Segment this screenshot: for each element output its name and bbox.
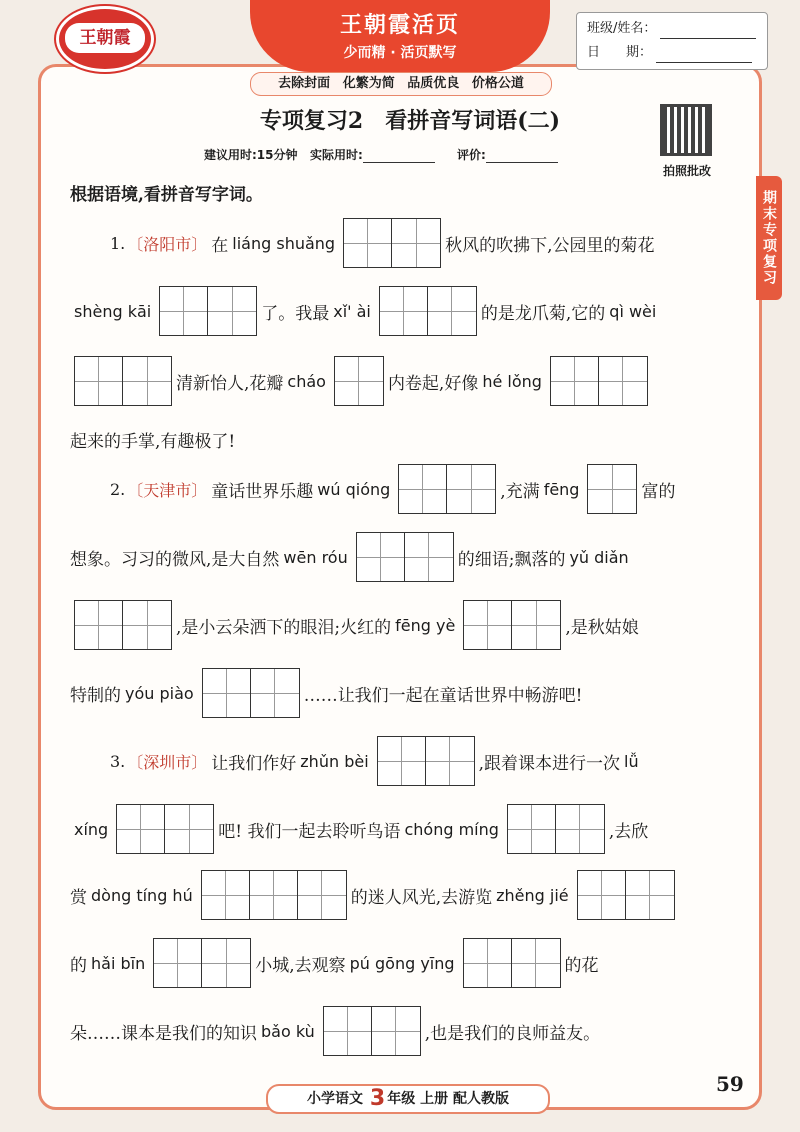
evaluation-label: 评价: [457,148,486,162]
pinyin: yóu piào [125,683,194,703]
text: 的细语;飘落的 [457,549,566,570]
text: ,跟着课本进行一次 [478,753,621,774]
answer-boxes[interactable] [507,804,605,854]
answer-boxes[interactable] [74,356,172,406]
answer-boxes[interactable] [323,1006,421,1056]
question-source: 〔洛阳市〕 [127,234,208,254]
question-number: 2. [110,479,126,499]
text: ,去欣 [608,821,649,842]
text: ……让我们一起在童话世界中畅游吧! [303,685,583,706]
date-field[interactable] [656,48,752,63]
brand-slogan: 少而精 · 活页默写 [343,45,457,61]
answer-boxes[interactable] [377,736,475,786]
feature-item: 化繁为简 [342,76,395,91]
q3-line-4 [70,938,599,988]
text: 富的 [641,481,676,502]
answer-boxes[interactable] [587,464,637,514]
pinyin: cháo [287,371,326,391]
text: 清新怡人,花瓣 [176,373,284,394]
text: 起来的手掌,有趣极了! [70,431,236,452]
text: 在 [211,235,229,256]
pinyin: wēn róu [283,547,348,567]
page-number: 59 [716,1072,744,1096]
question-source: 〔深圳市〕 [127,752,208,772]
q3-line-2 [70,804,648,854]
footer-grade: 3 [369,1086,386,1111]
qr-label: 拍照批改 [662,164,711,178]
text: 赏 [70,887,87,908]
pinyin: zhǔn bèi [300,751,369,771]
text: 秋风的吹拂下,公园里的菊花 [445,235,655,256]
answer-boxes[interactable] [550,356,648,406]
text: 的花 [564,955,599,976]
q2-line-4 [70,668,583,718]
actual-time-field[interactable] [363,150,435,163]
pinyin: qì wèi [609,301,657,321]
suggested-time: 建议用时:15分钟 [204,148,298,162]
time-meta [204,146,624,163]
text: ,是小云朵洒下的眼泪;火红的 [176,617,392,638]
text: ,是秋姑娘 [565,617,639,638]
text: 的是龙爪菊,它的 [480,303,606,324]
answer-boxes[interactable] [334,356,384,406]
instruction: 根据语境,看拼音写字词。 [70,185,263,205]
answer-boxes[interactable] [343,218,441,268]
q1-line-2 [70,286,660,336]
text: 的迷人风光,去游览 [350,887,493,908]
pinyin: shèng kāi [74,301,152,321]
date-label: 日 期： [587,45,653,60]
answer-boxes[interactable] [74,600,172,650]
footer-badge [266,1084,550,1114]
pinyin: liáng shuǎng [232,233,336,253]
text: 吧! 我们一起去聆听鸟语 [218,821,401,842]
pinyin: lǚ [624,751,639,771]
feature-strip [250,72,552,96]
text: 想象。习习的微风,是大自然 [70,549,280,570]
text: 童话世界乐趣 [211,481,314,502]
text: 特制的 [70,685,121,706]
answer-boxes[interactable] [398,464,496,514]
text: 了。我最 [261,303,330,324]
brand-title: 王朝霞活页 [339,12,460,38]
actual-time-label: 实际用时: [310,148,363,162]
answer-boxes[interactable] [577,870,675,920]
pinyin: pú gōng yīng [349,953,455,973]
question-number: 3. [110,751,126,771]
pinyin: zhěng jié [496,885,569,905]
publisher-logo [56,6,154,72]
feature-item: 价格公道 [471,76,524,91]
text: ,也是我们的良师益友。 [424,1023,601,1044]
page-title: 专项复习2 看拼音写词语(二) [259,108,561,134]
evaluation-field[interactable] [486,150,558,163]
pinyin: dòng tíng hú [91,885,193,905]
logo-text: 王朝霞 [65,23,145,53]
answer-boxes[interactable] [201,870,347,920]
answer-boxes[interactable] [116,804,214,854]
feature-item: 去除封面 [278,76,331,91]
pinyin: yǔ diǎn [569,547,629,567]
class-name-label: 班级/姓名： [587,21,657,36]
q2-line-1 [110,464,675,514]
q3-line-5 [70,1006,600,1056]
q2-line-3 [70,600,639,650]
pinyin: hǎi bīn [91,953,146,973]
text: 小城,去观察 [255,955,346,976]
q1-line-3 [70,356,652,406]
answer-boxes[interactable] [202,668,300,718]
footer-term: 上册 [420,1091,449,1107]
q3-line-1 [110,736,643,786]
text: 的 [70,955,87,976]
pinyin: fēng yè [395,615,456,635]
answer-boxes[interactable] [153,938,251,988]
q1-line-1 [110,218,654,268]
pinyin: bǎo kù [261,1021,315,1041]
class-name-field[interactable] [660,24,756,39]
pinyin: wú qióng [317,479,391,499]
side-tab: 期末专项复习 [756,176,782,300]
answer-boxes[interactable] [159,286,257,336]
pinyin: fēng [543,479,580,499]
text: 让我们作好 [211,753,297,774]
q3-line-3 [70,870,679,920]
footer-subject: 小学语文 [307,1091,364,1107]
question-number: 1. [110,233,126,253]
answer-boxes[interactable] [356,532,454,582]
text: 朵……课本是我们的知识 [70,1023,257,1044]
pinyin: xíng [74,819,109,839]
pinyin: xǐ' ài [333,301,371,321]
feature-item: 品质优良 [407,76,460,91]
answer-boxes[interactable] [463,600,561,650]
qr-code-icon[interactable] [660,104,712,156]
q2-line-2 [70,532,633,582]
question-source: 〔天津市〕 [127,480,208,500]
footer-grade-suffix: 年级 [387,1091,416,1107]
answer-boxes[interactable] [463,938,561,988]
student-info-box [576,12,768,70]
footer-edition: 配人教版 [452,1091,509,1107]
answer-boxes[interactable] [379,286,477,336]
text: ,充满 [500,481,540,502]
q1-line-4 [70,414,235,464]
pinyin: chóng míng [404,819,499,839]
pinyin: hé lǒng [482,371,542,391]
text: 内卷起,好像 [387,373,479,394]
